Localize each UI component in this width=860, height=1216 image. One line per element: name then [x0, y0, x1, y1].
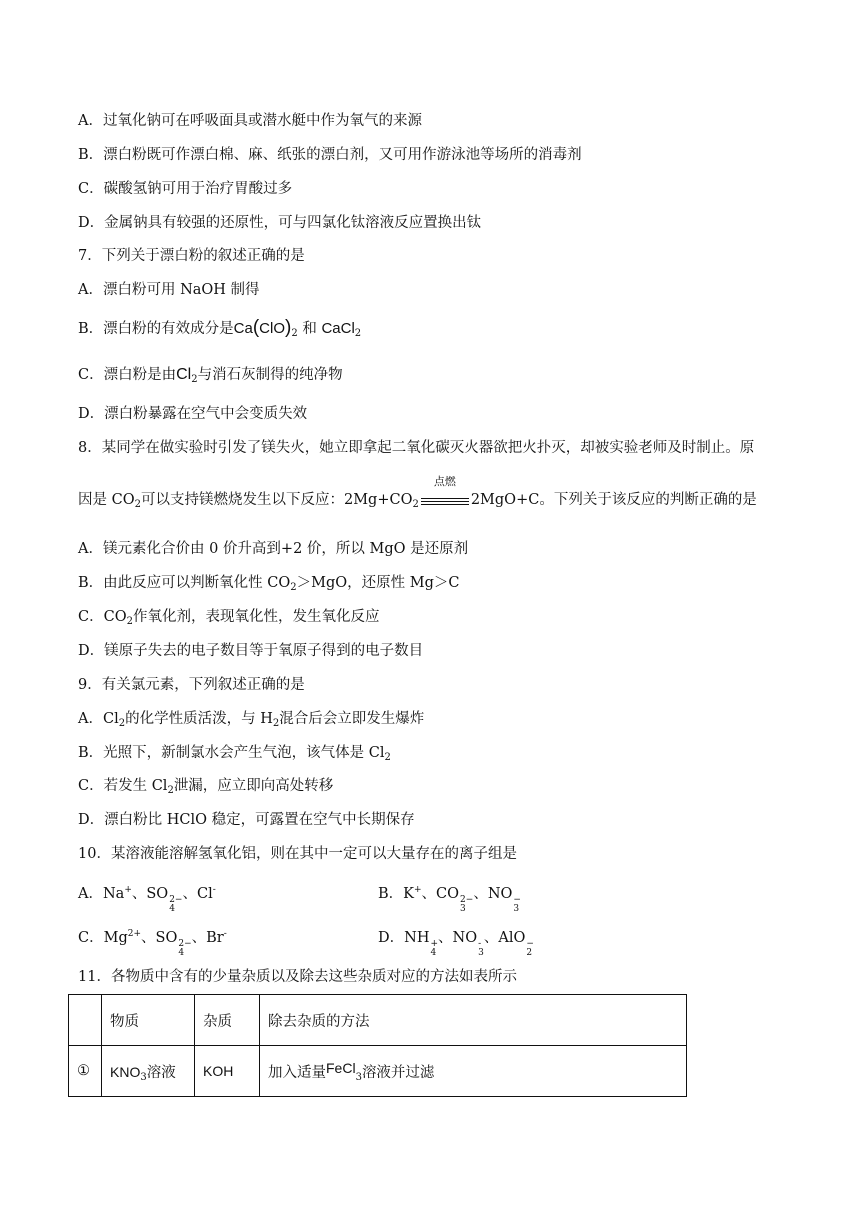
q9-a-sub: 2 — [118, 718, 126, 729]
ion-alo2-script — [526, 940, 534, 958]
ion-co3: CO — [436, 886, 460, 902]
ion-no3: NO — [487, 886, 513, 902]
q7-b-formula-ca: Ca — [233, 320, 253, 337]
separator: 、 — [191, 930, 207, 946]
ion-no3-subscript: 3 — [513, 904, 520, 914]
ion-mg-charge: 2+ — [127, 929, 142, 939]
q9-c-sub: 2 — [167, 785, 174, 796]
q8-stem-text-b: 可以支持镁燃烧发生以下反应：2Mg+CO — [140, 492, 413, 508]
ion-so4-script — [178, 940, 191, 958]
method-subscript: 3 — [355, 1072, 362, 1083]
q7-b-paren-open: ( — [252, 317, 260, 338]
ion-nh4-subscript: 4 — [430, 948, 437, 958]
table-cell-number: ① — [69, 1046, 102, 1097]
q7-c-formula: Cl — [176, 366, 192, 383]
q8-stem-line2 — [78, 475, 757, 510]
ion-nh4-charge: + — [430, 939, 439, 949]
separator: 、 — [421, 886, 437, 902]
substance-suffix: 溶液 — [146, 1064, 176, 1081]
q6-option-b: B．漂白粉既可作漂白棉、麻、纸张的漂白剂，又可用作游泳池等场所的消毒剂 — [78, 147, 582, 163]
q7-option-d: D．漂白粉暴露在空气中会变质失效 — [78, 406, 308, 422]
ion-so4-charge: 2− — [169, 895, 183, 905]
q8-stem-text-a: 因是 CO — [78, 492, 135, 508]
q6-option-c: C．碳酸氢钠可用于治疗胃酸过多 — [78, 181, 293, 197]
q10-option-d — [378, 928, 534, 958]
q8-c-text: C．CO — [78, 609, 127, 625]
ion-no3-charge: − — [513, 895, 521, 905]
ion-na-charge: + — [124, 885, 132, 895]
q10-stem: 10．某溶液能溶解氢氧化铝，则在其中一定可以大量存在的离子组是 — [78, 846, 517, 862]
separator: 、 — [438, 930, 453, 946]
q9-c-text: C．若发生 Cl — [78, 778, 168, 794]
q9-a-text-3: 混合后会立即发生爆炸 — [279, 711, 425, 727]
q8-c-text-2: 作氧化剂，表现氧化性，发生氧化反应 — [132, 609, 380, 625]
q9-a-text: A．Cl — [78, 711, 119, 727]
q7-c-text: C．漂白粉是由 — [78, 367, 177, 383]
ion-so4-subscript: 4 — [169, 904, 175, 914]
q8-option-c — [78, 607, 379, 627]
q7-option-b — [78, 318, 361, 339]
table-cell-impurity — [195, 1046, 260, 1097]
q8-option-d: D．镁原子失去的电子数目等于氧原子得到的电子数目 — [78, 643, 424, 659]
ion-co3-subscript: 3 — [460, 904, 466, 914]
ion-no3-script — [513, 896, 521, 914]
q9-b-text: B．光照下，新制氯水会产生气泡，该气体是 Cl — [78, 745, 385, 761]
ion-so4: SO — [146, 886, 169, 902]
q9-c-text-2: 泄漏，应立即向高处转移 — [173, 778, 334, 794]
ion-so4: SO — [155, 930, 178, 946]
table-cell-substance — [102, 1046, 195, 1097]
q7-b-subscript: 2 — [291, 328, 298, 339]
method-text-2: 溶液并过滤 — [361, 1065, 435, 1081]
q7-c-text-2: 与消石灰制得的纯净物 — [197, 367, 343, 383]
q9-b-sub: 2 — [384, 752, 391, 763]
method-text: 加入适量 — [268, 1065, 326, 1081]
separator: 、 — [131, 886, 147, 902]
q8-stem-line1: 8．某同学在做实验时引发了镁失火，她立即拿起二氧化碳灭火器欲把火扑灭，却被实验老师及时制止。原 — [78, 440, 755, 456]
q8-stem-sub-b: 2 — [412, 499, 419, 510]
table-cell-method — [260, 1046, 687, 1097]
q8-option-b — [78, 573, 459, 593]
table-header-cell: 除去杂质的方法 — [260, 995, 687, 1046]
q6-option-d: D．金属钠具有较强的还原性，可与四氯化钛溶液反应置换出钛 — [78, 215, 482, 231]
ion-nh4-script — [430, 940, 438, 958]
ion-so4-charge: 2− — [178, 939, 192, 949]
q8-b-text: B．由此反应可以判断氧化性 CO — [78, 575, 291, 591]
ion-na: Na — [102, 886, 125, 902]
ion-so4-script — [169, 896, 182, 914]
ion-k-charge: + — [414, 885, 422, 895]
ion-k: K — [403, 886, 414, 902]
impurity-formula: KOH — [203, 1062, 234, 1079]
ion-no3-charge: - — [478, 939, 482, 949]
ion-no3: NO — [452, 930, 478, 946]
separator: 、 — [182, 886, 197, 902]
ion-mg: Mg — [103, 930, 128, 946]
q10-option-a — [78, 884, 216, 914]
separator: 、 — [141, 930, 156, 946]
ion-so4-subscript: 4 — [178, 948, 185, 958]
ion-nh4: NH — [404, 930, 430, 946]
ion-br-charge: - — [223, 929, 227, 939]
table-header-cell — [69, 995, 102, 1046]
impurity-table — [68, 994, 687, 1097]
table-header-row — [69, 995, 687, 1046]
q8-b-sub: 2 — [290, 582, 297, 593]
table-header-cell: 杂质 — [195, 995, 260, 1046]
q7-b-paren-close: ) — [285, 317, 292, 338]
method-formula: FeCl — [326, 1060, 356, 1076]
q7-stem: 7．下列关于漂白粉的叙述正确的是 — [78, 248, 305, 264]
ion-alo2-subscript: 2 — [526, 948, 533, 958]
reaction-equals-sign — [421, 498, 469, 505]
reaction-condition: 点燃 — [433, 475, 456, 488]
ion-cl: Cl — [196, 886, 213, 902]
q7-b-formula-cacl: CaCl — [321, 320, 355, 337]
q7-b-conjunction: 和 — [297, 321, 322, 337]
q7-option-c — [78, 365, 343, 385]
q10-d-label: D． — [378, 930, 405, 946]
q8-b-text-2: ＞MgO，还原性 Mg＞C — [296, 575, 460, 591]
table-header-cell: 物质 — [102, 995, 195, 1046]
q10-option-b — [378, 884, 521, 914]
q11-stem: 11．各物质中含有的少量杂质以及除去这些杂质对应的方法如表所示 — [78, 969, 517, 985]
q8-stem-text-c: 2MgO+C。下列关于该反应的判断正确的是 — [470, 492, 757, 508]
ion-alo2-charge: − — [526, 939, 534, 949]
q10-c-label: C． — [78, 930, 104, 946]
substance-subscript: 3 — [140, 1071, 147, 1083]
q10-a-label: A． — [78, 886, 103, 902]
q8-option-a: A．镁元素化合价由 0 价升高到+2 价，所以 MgO 是还原剂 — [78, 541, 469, 557]
ion-no3-subscript: 3 — [478, 948, 484, 958]
q9-option-a — [78, 709, 424, 729]
q9-a-text-2: 的化学性质活泼，与 H — [125, 711, 273, 727]
ion-alo2: AlO — [498, 930, 526, 946]
table-row — [69, 1046, 687, 1097]
ion-br: Br — [206, 930, 224, 946]
q8-c-sub: 2 — [126, 616, 133, 627]
separator: 、 — [473, 886, 488, 902]
q9-option-c — [78, 776, 333, 796]
q9-stem: 9．有关氯元素，下列叙述正确的是 — [78, 677, 305, 693]
q10-b-label: B． — [378, 886, 404, 902]
q6-option-a: A．过氧化钠可在呼吸面具或潜水艇中作为氧气的来源 — [78, 113, 422, 129]
separator: 、 — [483, 930, 499, 946]
q7-c-subscript: 2 — [191, 374, 198, 385]
q9-option-b — [78, 743, 391, 763]
reaction-arrow — [419, 475, 471, 510]
ion-cl-charge: - — [212, 885, 216, 895]
q7-option-a: A．漂白粉可用 NaOH 制得 — [78, 282, 260, 298]
ion-co3-script — [460, 896, 473, 914]
q10-option-c — [78, 928, 227, 958]
substance-formula: KNO — [110, 1063, 141, 1080]
q8-stem-sub-a: 2 — [134, 499, 141, 510]
ion-co3-charge: 2− — [460, 895, 474, 905]
q9-option-d: D．漂白粉比 HClO 稳定，可露置在空气中长期保存 — [78, 812, 415, 828]
q7-b-formula-clo: ClO — [259, 320, 286, 337]
q9-a-sub-2: 2 — [272, 718, 280, 729]
q7-b-subscript-2: 2 — [354, 328, 362, 339]
q7-b-text: B．漂白粉的有效成分是 — [78, 321, 234, 337]
